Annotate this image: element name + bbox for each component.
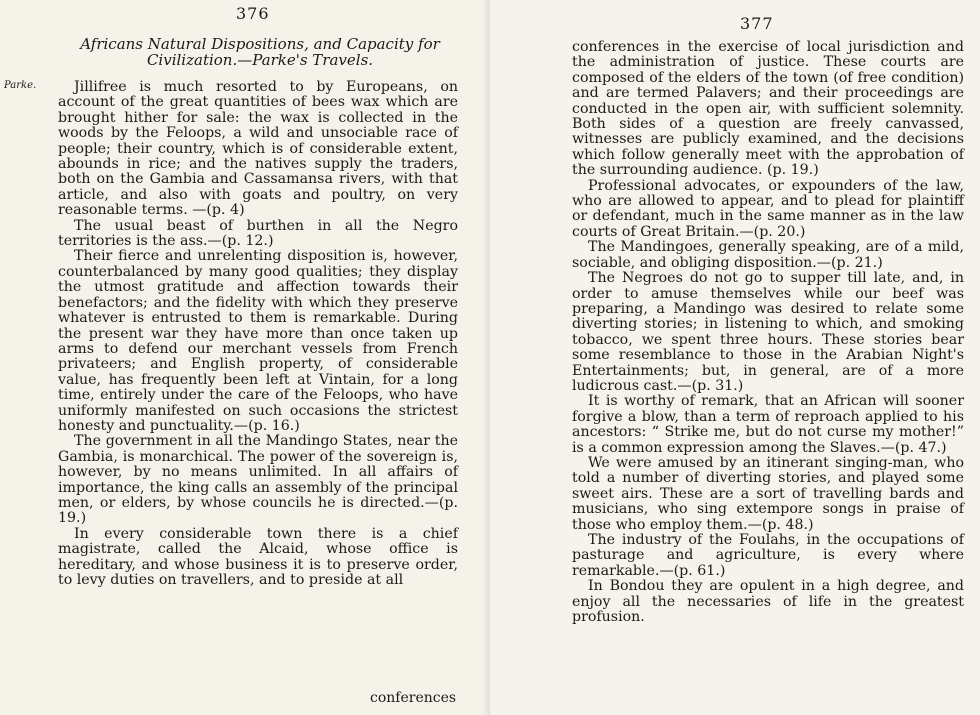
heading-line: Civilization.—Parke's Travels. [146,51,374,69]
paragraph: Their fierce and unrelenting disposition is, however, counterbalanced by many good qualities; they display the utmost gratitude and affection towards their benefactors; and the fidelity with which they preserve whatever is entrusted to them is remarkable. During the present war they have more than once taken up arms to defend our merchant vessels from French privateers; and English property, of considerable value, has frequently been left at Vintain, for a long time, entirely under the care of the Feloops, who have uniformly manifested on such occasions the strictest honesty and punctuality.—(p. 16.) [58,248,458,434]
paragraph: In Bondou they are opulent in a high degree, and enjoy all the necessaries of life in the greatest profusion. [572,578,964,626]
right-page [490,0,980,715]
margin-note: Parke. [4,80,37,91]
page-number: 377 [740,14,774,33]
paragraph: The usual beast of burthen in all the Negro territories is the ass.—(p. 12.) [58,217,458,250]
paragraph: The government in all the Mandingo States, near the Gambia, is monarchical. The power of the sovereign is, however, by no means unlimited. In all affairs of importance, the king calls an assembly of the principal men, or elders, by whose councils he is directed.—(p. 19.) [58,433,458,527]
body-text [572,40,964,625]
paragraph: The Negroes do not go to supper till late, and, in order to amuse themselves while our beef was preparing, a Mandingo was desired to relate some diverting stories; in listening to which, and smoking tobacco, we spent three hours. These stories bear some resemblance to those in the Arabian Night's Entertainments; but, in general, are of a more ludicrous cast.—(p. 31.) [572,270,964,394]
paragraph: Professional advocates, or expounders of the law, who are allowed to appear, and to plead for plaintiff or defendant, much in the same manner as in the law courts of Great Britain.—(p. 20.) [572,177,964,240]
paragraph: The Mandingoes, generally speaking, are of a mild, sociable, and obliging disposition.—(p. 21.) [572,239,964,271]
paragraph-continuation: conferences in the exercise of local jurisdiction and the administration of justice. These courts are composed of the elders of the town (of free condition) and are termed Palavers; and their proceedings are conducted in the open air, with sufficient solemnity. Both sides of a question are freely canvassed, witnesses are publicly examined, and the decisions which follow generally meet with the approbation of the surrounding audience. (p. 19.) [572,39,964,179]
catchword: conferences [370,690,457,706]
paragraph: We were amused by an itinerant singing-man, who told a number of diverting stories, and played some sweet airs. These are a sort of travelling bards and musicians, who sing extempore songs in praise of those who employ them.—(p. 48.) [572,454,964,533]
paragraph: Jillifree is much resorted to by Europeans, on account of the great quantities of bees wax which are brought hither for sale: the wax is collected in the woods by the Feloops, a wild and unsociable race of people; their country, which is of considerable extent, abounds in rice; and the natives supply the traders, both on the Gambia and Cassamansa rivers, with that article, and also with goats and poultry, on very reasonable terms. —(p. 4) [58,79,458,219]
paragraph: The industry of the Foulahs, in the occupations of pasturage and agriculture, is every where remarkable.—(p. 61.) [572,532,964,579]
paragraph: In every considerable town there is a chief magistrate, called the Alcaid, whose office is hereditary, and whose business it is to preserve order, to levy duties on travellers, and to preside at all [58,525,458,588]
body-text [58,80,458,588]
page-number: 376 [236,4,270,23]
heading-line: Africans Natural Dispositions, and Capacity for [80,35,440,53]
section-heading [70,36,450,68]
paragraph: It is worthy of remark, that an African will sooner forgive a blow, than a term of reproach applied to his ancestors: “ Strike me, but do not curse my mother!” is a common expression among the Slaves.—(p. 47.) [572,393,964,456]
